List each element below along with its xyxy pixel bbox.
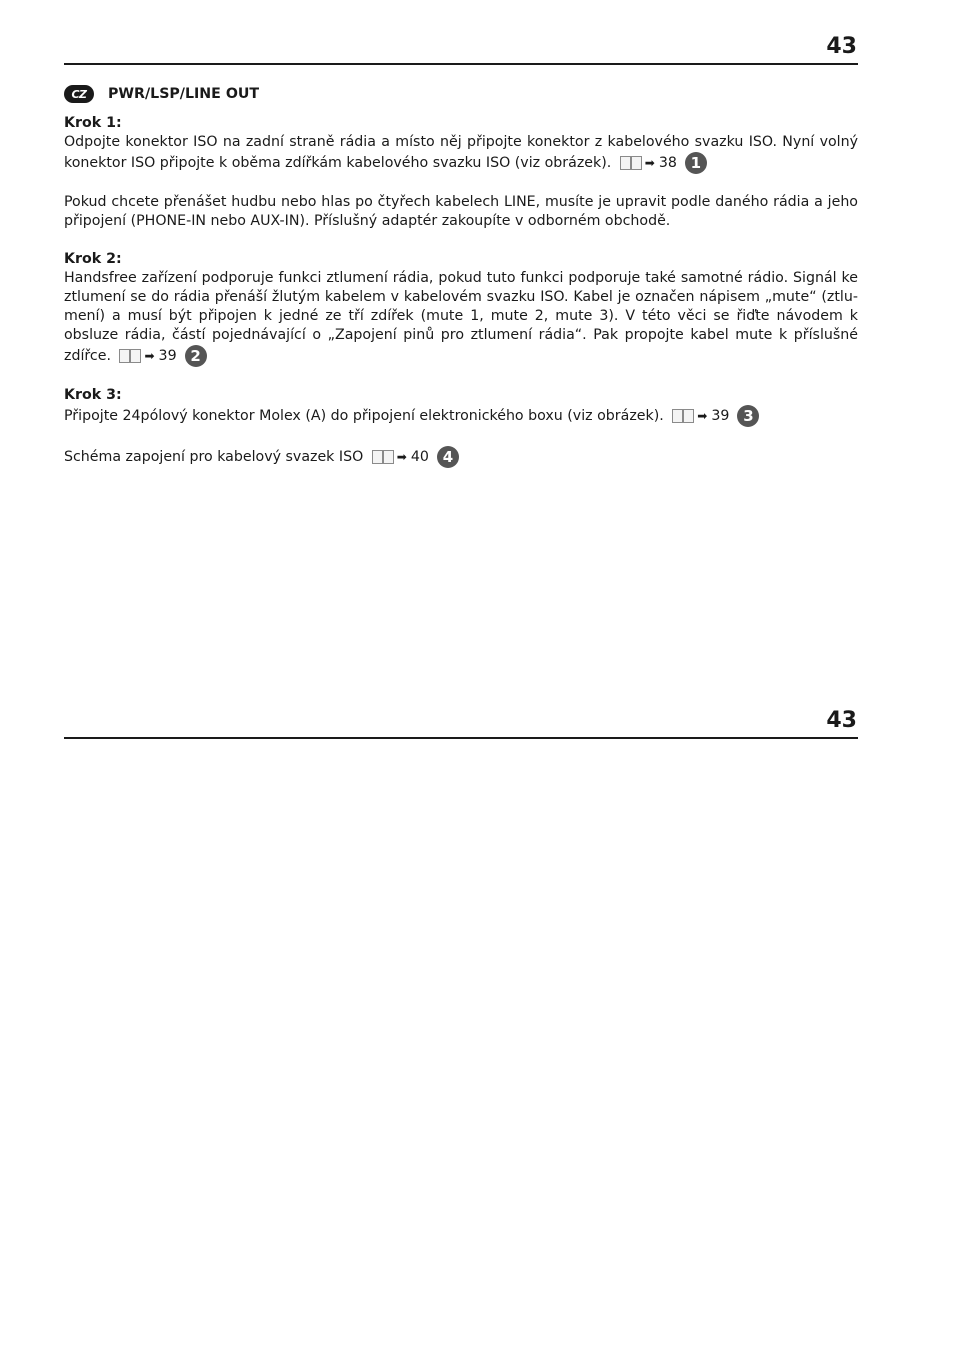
book-icon [620, 156, 642, 170]
arrow-right-icon: ➡ [697, 408, 708, 423]
top-rule [64, 63, 858, 65]
step-3-reference[interactable] [668, 405, 759, 427]
section-header [64, 84, 858, 104]
figure-number-badge: 3 [737, 405, 759, 427]
bottom-rule [64, 737, 858, 739]
wiring-reference[interactable] [368, 446, 459, 468]
step-1-heading: Krok 1: [64, 115, 122, 131]
reference-page: 39 [711, 407, 730, 424]
language-badge: CZ [64, 85, 94, 103]
wiring-text: Schéma zapojení pro kabelový svazek ISO [64, 449, 364, 465]
reference-page: 39 [158, 347, 177, 364]
figure-number-badge: 4 [437, 446, 459, 468]
arrow-right-icon: ➡ [396, 449, 407, 464]
step-1-text: Odpojte konektor ISO na zadní straně rádia a místo něj připojte konektor z kabelového svazku ISO. Nyní volný konektor ISO připojte k oběma zdířkám kabelového svazku ISO (viz obrázek). [64, 134, 858, 171]
step-2 [64, 250, 858, 367]
step-3-text: Připojte 24pólový konektor Molex (A) do připojení elektronického boxu (viz obrázek). [64, 408, 664, 424]
step-2-paragraph [64, 269, 858, 367]
arrow-right-icon: ➡ [144, 348, 155, 363]
step-1 [64, 114, 858, 174]
wiring-diagram-ref [64, 446, 858, 468]
page-number-bottom: 43 [826, 708, 857, 733]
step-3 [64, 386, 858, 427]
figure-number-badge: 2 [185, 345, 207, 367]
arrow-right-icon: ➡ [644, 155, 655, 170]
step-3-paragraph [64, 405, 858, 427]
line-info-paragraph: Pokud chcete přenášet hudbu nebo hlas po čtyřech kabelech LINE, musíte je upravit podle daného rádia a jeho připojení (PHONE-IN nebo AUX-IN). Příslušný adaptér zakoupíte v odborném obchodě. [64, 194, 858, 229]
step-2-reference[interactable] [115, 345, 206, 367]
line-info [64, 193, 858, 231]
page-number-top: 43 [826, 34, 857, 59]
reference-page: 38 [658, 154, 677, 171]
step-2-heading: Krok 2: [64, 251, 122, 267]
figure-number-badge: 1 [685, 152, 707, 174]
reference-page: 40 [410, 448, 429, 465]
step-1-reference[interactable] [616, 152, 707, 174]
book-icon [672, 409, 694, 423]
book-icon [119, 349, 141, 363]
step-2-text: Handsfree zařízení podporuje funkci ztlumení rádia, pokud tuto funkci podporuje také samotné rádio. Signál ke ztlumení se do rádia přenáší žlutým kabelem v kabelovém svazku ISO. Kabel je označen nápisem „mute“ (ztlu-mení) a musí být připojen k jedné ze tří zdířek (mute 1, mute 2, mute 3). V této věci se řiďte návodem k obsluze rádia, částí pojednávající o „Zapojení pinů pro ztlumení rádia“. Pak propojte kabel mute k příslušné zdířce. [64, 270, 858, 364]
step-3-heading: Krok 3: [64, 387, 122, 403]
page-content [64, 84, 858, 487]
section-title: PWR/LSP/LINE OUT [108, 85, 260, 102]
wiring-paragraph [64, 446, 858, 468]
book-icon [372, 450, 394, 464]
step-1-paragraph [64, 133, 858, 174]
